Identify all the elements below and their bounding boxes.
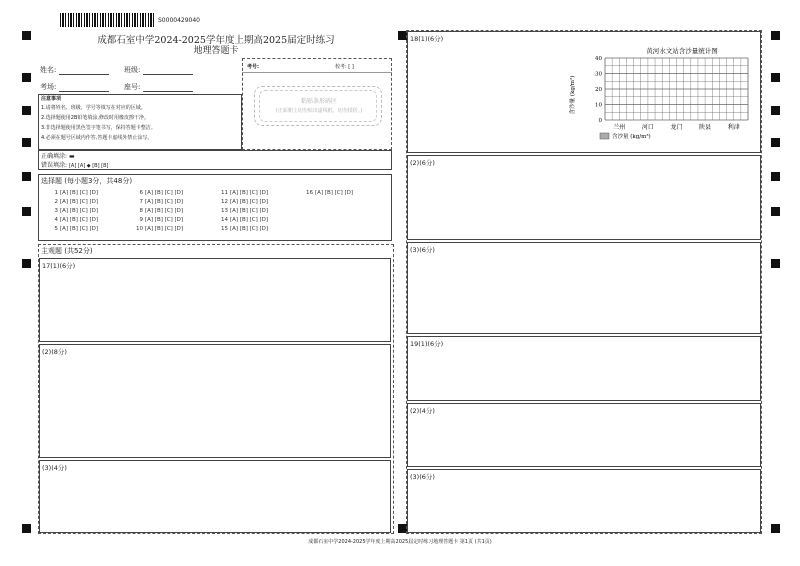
question-9[interactable]: 9 [A] [B] [C] [D] (139, 217, 184, 223)
chart-y-label: 含沙量 (kg/m³) (570, 75, 576, 115)
class-label: 班级: (124, 66, 141, 74)
notes-item: 3.非选择题使用黑色签字笔书写，保持答题卡整洁。 (41, 125, 156, 131)
y-tick-label: 20 (595, 87, 602, 93)
question-15[interactable]: 15 [A] [B] [C] [D] (221, 226, 269, 232)
choice-title: 选择题 (每小题3分，共48分) (41, 177, 133, 185)
answer-box-19-2[interactable] (407, 403, 761, 467)
subjective-title: 主观题 (共52分) (41, 247, 93, 255)
question-8[interactable]: 8 [A] [B] [C] [D] (139, 208, 184, 214)
answer-box-label: (2)(4分) (410, 407, 435, 415)
timing-mark (22, 31, 31, 40)
timing-mark (22, 259, 31, 268)
answer-box-19-3[interactable] (407, 469, 761, 533)
chart-title: 黄河水文站含沙量统计图 (646, 47, 718, 55)
timing-mark (22, 524, 31, 533)
question-16[interactable]: 16 [A] [B] [C] [D] (306, 190, 354, 196)
answer-box-label: (3)(4分) (42, 464, 67, 472)
answer-box-17-2[interactable] (39, 344, 391, 458)
wrong-fill-example: 错误填涂: [A] [A] ◆ [B] [B] (41, 162, 109, 169)
notes-item: 4.必须在题号区域内作答,答题卡虚线外禁止涂写。 (41, 135, 153, 141)
y-tick-label: 30 (595, 71, 602, 78)
y-tick-label: 10 (595, 102, 602, 109)
answer-box-label: (3)(6分) (410, 246, 435, 254)
class-field[interactable] (124, 65, 193, 75)
timing-mark (771, 73, 780, 82)
school-value: [ ] (348, 64, 354, 70)
y-tick-label: 40 (595, 56, 602, 62)
notes-item: 1.请将姓名、班级、学号等填写在对应的区域。 (41, 105, 146, 111)
question-5[interactable]: 5 [A] [B] [C] [D] (54, 226, 99, 232)
question-3[interactable]: 3 [A] [B] [C] [D] (54, 208, 99, 214)
question-6[interactable]: 6 [A] [B] [C] [D] (139, 190, 184, 196)
notes-item: 2.选择题使用2B铅笔填涂,修改时用橡皮擦干净。 (41, 115, 149, 121)
notes-box (38, 94, 242, 150)
seat-label: 座号: (124, 83, 141, 91)
sediment-chart (560, 42, 760, 142)
school-label: 校考: [ ] (335, 64, 354, 70)
x-tick-label: 兰州 (613, 124, 626, 131)
answer-box-18-2[interactable] (407, 155, 761, 240)
x-tick-label: 利津 (727, 124, 740, 131)
timing-mark (771, 106, 780, 115)
y-tick-label: 0 (598, 118, 602, 124)
chart-grid (605, 58, 748, 120)
correct-fill-example: 正确填涂: ▬ (41, 153, 75, 160)
barcode-area-title: 粘贴条形码区 (300, 98, 337, 105)
question-12[interactable]: 12 [A] [B] [C] [D] (221, 199, 269, 205)
answer-box-label: (2)(6分) (410, 159, 435, 167)
exam-id-label: 考号: (247, 64, 259, 70)
timing-mark (771, 207, 780, 216)
page-footer: 成都石室中学2024-2025学年度上期高2025届定时练习地理答题卡 第1页 (共1页) (308, 539, 492, 545)
timing-mark (22, 207, 31, 216)
question-1[interactable]: 1 [A] [B] [C] [D] (54, 190, 99, 196)
timing-mark (22, 73, 31, 82)
timing-mark (22, 172, 31, 181)
question-10[interactable]: 10 [A] [B] [C] [D] (136, 226, 184, 232)
room-field[interactable] (40, 82, 109, 92)
timing-mark (22, 106, 31, 115)
x-tick-label: 陕县 (699, 124, 712, 131)
chart-y-ticks (595, 56, 603, 124)
timing-mark (771, 524, 780, 533)
legend-swatch (600, 133, 609, 139)
question-4[interactable]: 4 [A] [B] [C] [D] (54, 217, 99, 223)
name-field[interactable] (40, 65, 109, 75)
room-label: 考场: (40, 83, 57, 91)
name-label: 姓名: (40, 66, 57, 74)
choice-grid (48, 190, 388, 238)
wrong-fill-marks: [A] [A] ◆ [B] [B] (68, 163, 109, 169)
notes-title: 注意事项 (41, 96, 62, 102)
timing-mark (771, 138, 780, 147)
question-7[interactable]: 7 [A] [B] [C] [D] (139, 199, 184, 205)
question-14[interactable]: 14 [A] [B] [C] [D] (221, 217, 269, 223)
barcode-number: S0000429040 (158, 17, 200, 24)
page-subtitle: 地理答题卡 (193, 46, 239, 56)
timing-mark (771, 259, 780, 268)
chart-x-ticks (613, 123, 739, 131)
x-tick-label: 河口 (641, 124, 654, 131)
answer-box-label: 17(1)(6分) (42, 262, 76, 270)
question-11[interactable]: 11 [A] [B] [C] [D] (221, 190, 269, 196)
answer-box-label: (3)(6分) (410, 473, 435, 481)
question-13[interactable]: 13 [A] [B] [C] [D] (221, 208, 269, 214)
correct-fill-mark: ▬ (68, 153, 75, 160)
answer-box-label: 18(1)(6分) (410, 35, 444, 43)
answer-box-18-3[interactable] (407, 242, 761, 334)
question-2[interactable]: 2 [A] [B] [C] [D] (54, 199, 99, 205)
seat-field[interactable] (124, 82, 193, 92)
timing-mark (771, 172, 780, 181)
barcode (60, 13, 155, 27)
answer-box-17-1[interactable] (39, 258, 391, 342)
legend-label: 含沙量 (kg/m³) (612, 134, 651, 140)
answer-box-label: 19(1)(6分) (410, 340, 444, 348)
barcode-paste-area (254, 86, 382, 126)
timing-mark (22, 138, 31, 147)
answer-box-17-3[interactable] (39, 460, 391, 533)
x-tick-label: 龙门 (670, 124, 683, 131)
barcode-area-note: (正面朝上切勿贴出虚线框，切勿揉折。) (275, 108, 363, 114)
answer-box-label: (2)(8分) (42, 348, 67, 356)
timing-mark (771, 31, 780, 40)
exam-id-divider (242, 72, 392, 73)
answer-box-19-1[interactable] (407, 336, 761, 401)
page-title: 成都石室中学2024-2025学年度上期高2025届定时练习 (97, 35, 335, 46)
